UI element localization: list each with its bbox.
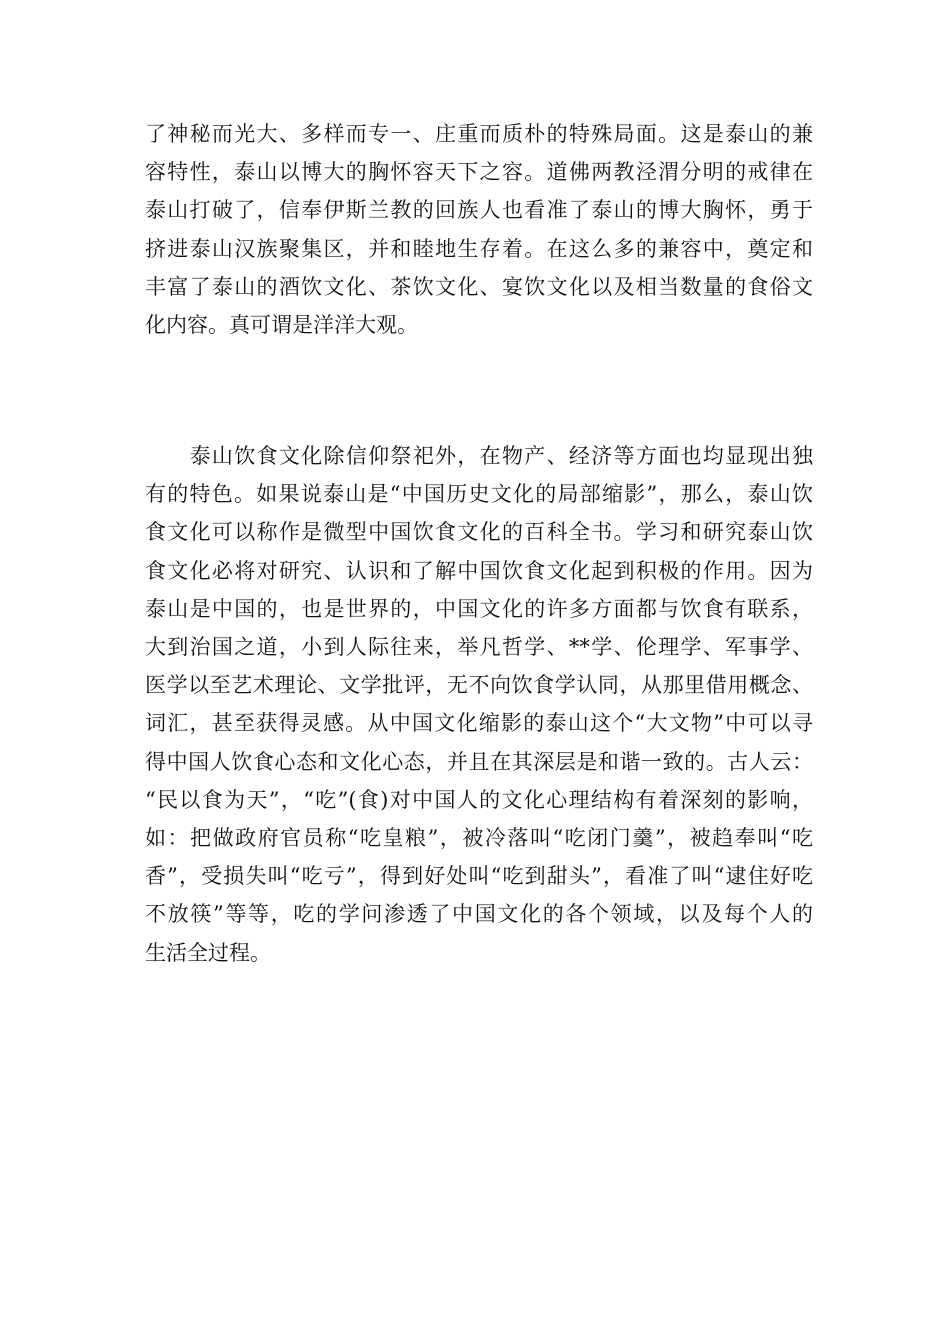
paragraph-line: 医学以至艺术理论、文学批评，无不向饮食学认同，从那里借用概念、 bbox=[145, 673, 813, 698]
paragraph-line: 香”，受损失叫“吃亏”，得到好处叫“吃到甜头”，看准了叫“逮住好吃 bbox=[145, 864, 813, 889]
paragraph-line: 食文化必将对研究、认识和了解中国饮食文化起到积极的作用。因为 bbox=[145, 558, 813, 583]
paragraph-line: 不放筷”等等，吃的学问渗透了中国文化的各个领域，以及每个人的 bbox=[145, 902, 813, 927]
paragraph-line: 容特性，泰山以博大的胸怀容天下之容。道佛两教泾渭分明的戒律在 bbox=[145, 160, 813, 185]
paragraph-line: 得中国人饮食心态和文化心态，并且在其深层是和谐一致的。古人云： bbox=[145, 749, 813, 774]
paragraph-line: 食文化可以称作是微型中国饮食文化的百科全书。学习和研究泰山饮 bbox=[145, 520, 813, 545]
paragraph-line: 丰富了泰山的酒饮文化、茶饮文化、宴饮文化以及相当数量的食俗文 bbox=[145, 274, 813, 299]
paragraph-line: 有的特色。如果说泰山是“中国历史文化的局部缩影”，那么，泰山饮 bbox=[145, 482, 813, 507]
paragraph-2 bbox=[145, 437, 813, 972]
paragraph-line: 了神秘而光大、多样而专一、庄重而质朴的特殊局面。这是泰山的兼 bbox=[145, 122, 813, 146]
paragraph-line: “民以食为天”，“吃”(食)对中国人的文化心理结构有着深刻的影响， bbox=[145, 787, 813, 812]
paragraph-line: 生活全过程。 bbox=[145, 940, 271, 965]
paragraph-line: 泰山打破了，信奉伊斯兰教的回族人也看准了泰山的博大胸怀，勇于 bbox=[145, 198, 813, 223]
paragraph-line: 如：把做政府官员称“吃皇粮”，被冷落叫“吃闭门羹”，被趋奉叫“吃 bbox=[145, 826, 813, 851]
paragraph-line: 化内容。真可谓是洋洋大观。 bbox=[145, 313, 418, 338]
paragraph-line: 泰山是中国的，也是世界的，中国文化的许多方面都与饮食有联系， bbox=[145, 596, 813, 621]
paragraph-1 bbox=[145, 115, 813, 344]
paragraph-line: 大到治国之道，小到人际往来，举凡哲学、**学、伦理学、军事学、 bbox=[145, 635, 813, 660]
paragraph-line: 词汇，甚至获得灵感。从中国文化缩影的泰山这个“大文物”中可以寻 bbox=[145, 711, 813, 736]
paragraph-line: 挤进泰山汉族聚集区，并和睦地生存着。在这么多的兼容中，奠定和 bbox=[145, 236, 813, 261]
paragraph-line: 泰山饮食文化除信仰祭祀外，在物产、经济等方面也均显现出独 bbox=[145, 444, 813, 468]
